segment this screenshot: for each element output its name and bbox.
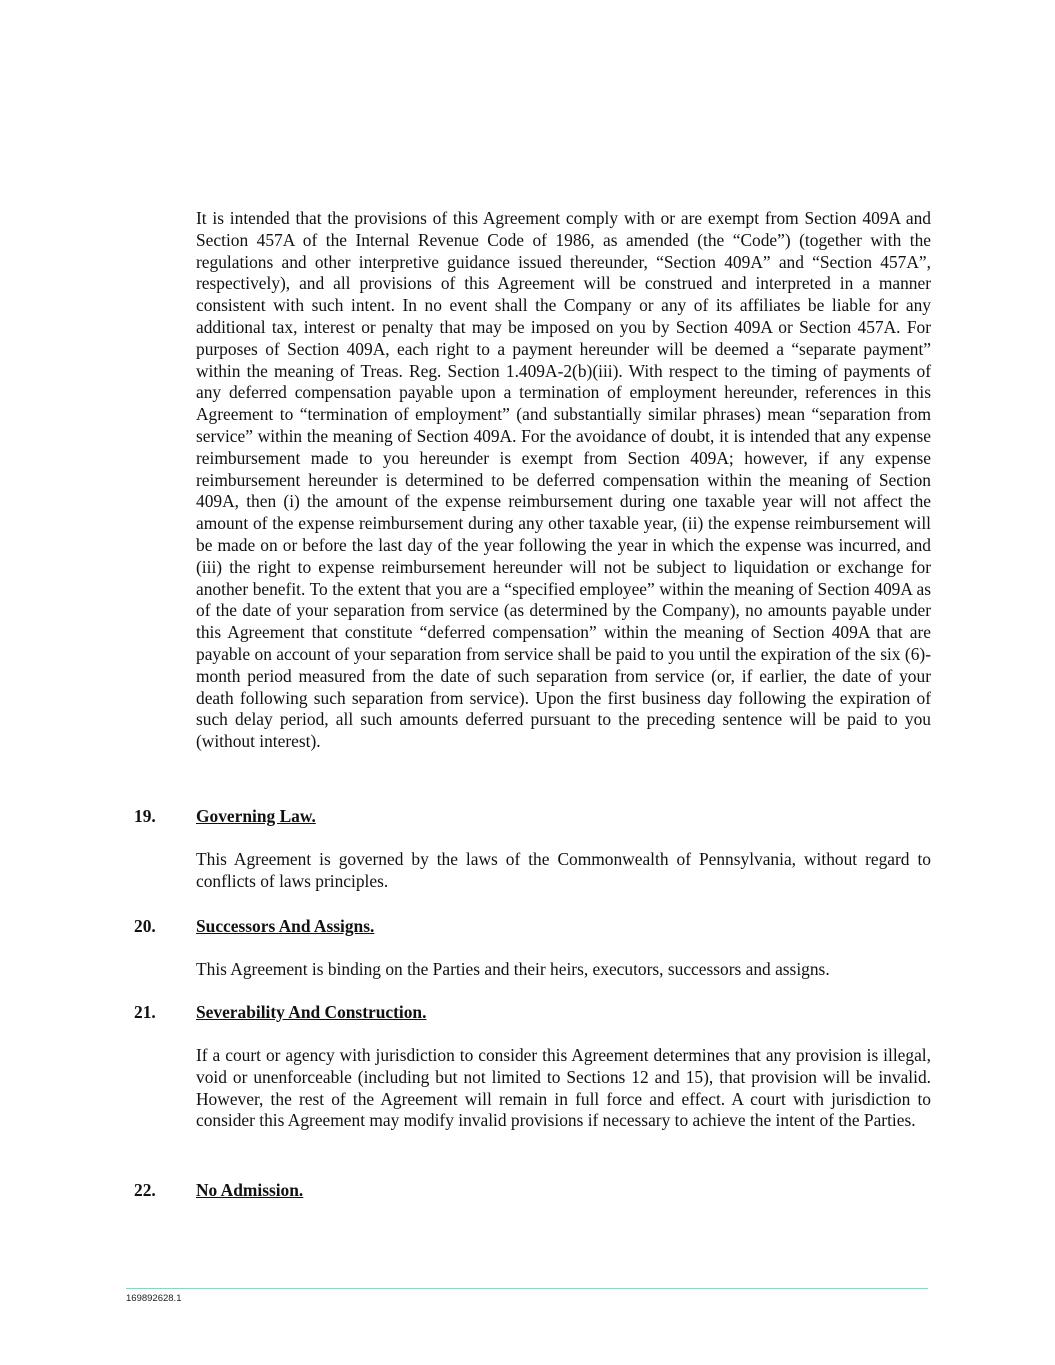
footer-document-id: 169892628.1 bbox=[126, 1293, 182, 1304]
footer-divider bbox=[126, 1288, 928, 1289]
section-20-number: 20. bbox=[134, 916, 156, 936]
section-21-number: 21. bbox=[134, 1002, 156, 1022]
section-21-body: If a court or agency with jurisdiction to consider this Agreement determines that any provision is illegal, void or unenforceable (including but not limited to Sections 12 and 15), that provision will be invalid. However, the rest of the Agreement will remain in full force and effect. A court with jurisdiction to consider this Agreement may modify invalid provisions if necessary to achieve the intent of the Parties. bbox=[196, 1045, 931, 1131]
section-19-body: This Agreement is governed by the laws of the Commonwealth of Pennsylvania, without regard to conflicts of laws principles. bbox=[196, 849, 931, 891]
section-22-number: 22. bbox=[134, 1180, 156, 1200]
section-21-title: Severability And Construction. bbox=[196, 1002, 427, 1022]
section-22-title: No Admission. bbox=[196, 1180, 304, 1200]
section-409a-paragraph: It is intended that the provisions of this Agreement comply with or are exempt from Section 409A and Section 457A of the Internal Revenue Code of 1986, as amended (the “Code”) (together with the regulations and other interpretive guidance issued thereunder, “Section 409A” and “Section 457A”, respectively), and all provisions of this Agreement will be construed and interpreted in a manner consistent with such intent. In no event shall the Company or any of its affiliates be liable for any additional tax, interest or penalty that may be imposed on you by Section 409A or Section 457A. For purposes of Section 409A, each right to a payment hereunder will be deemed a “separate payment” within the meaning of Treas. Reg. Section 1.409A-2(b)(iii). With respect to the timing of payments of any deferred compensation payable upon a termination of employment hereunder, references in this Agreement to “termination of employment” (and substantially similar phrases) mean “separation from service” within the meaning of Section 409A. For the avoidance of doubt, it is intended that any expense reimbursement made to you hereunder is exempt from Section 409A; however, if any expense reimbursement hereunder is determined to be deferred compensation within the meaning of Section 409A, then (i) the amount of the expense reimbursement during one taxable year will not affect the amount of the expense reimbursement during any other taxable year, (ii) the expense reimbursement will be made on or before the last day of the year following the year in which the expense was incurred, and (iii) the right to expense reimbursement hereunder will not be subject to liquidation or exchange for another benefit. To the extent that you are a “specified employee” within the meaning of Section 409A as of the date of your separation from service (as determined by the Company), no amounts payable under this Agreement that constitute “deferred compensation” within the meaning of Section 409A that are payable on account of your separation from service shall be paid to you until the expiration of the six (6)-month period measured from the date of such separation from service (or, if earlier, the date of your death following such separation from service). Upon the first business day following the expiration of such delay period, all such amounts deferred pursuant to the preceding sentence will be paid to you (without interest). bbox=[196, 208, 931, 752]
section-19-number: 19. bbox=[134, 806, 156, 826]
section-20-title: Successors And Assigns. bbox=[196, 916, 375, 936]
section-20-body: This Agreement is binding on the Parties and their heirs, executors, successors and assigns. bbox=[196, 959, 830, 979]
section-19-title: Governing Law. bbox=[196, 806, 316, 826]
